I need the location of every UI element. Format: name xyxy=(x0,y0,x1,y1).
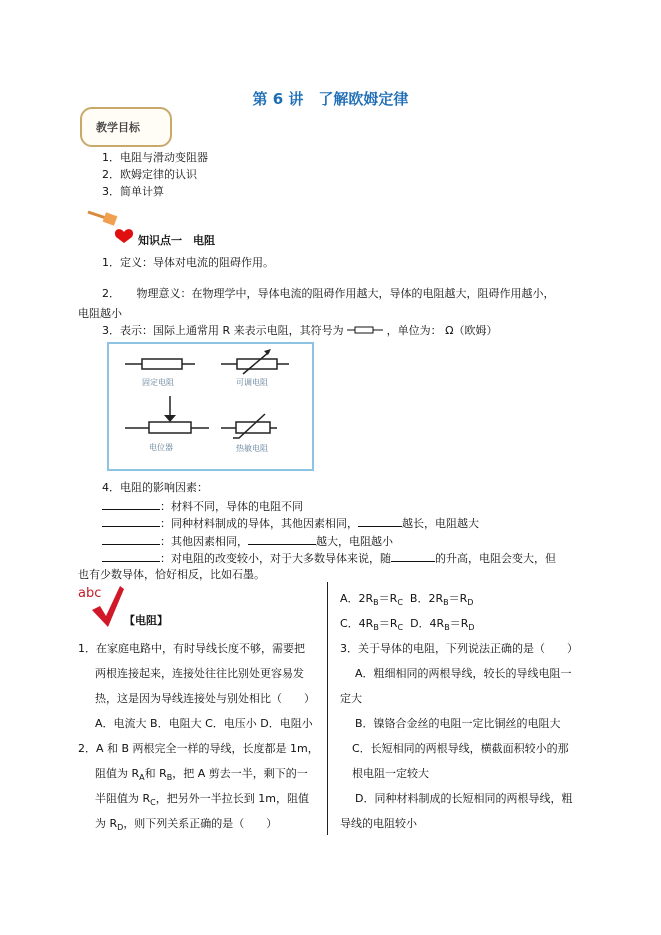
teaching-goals-badge xyxy=(80,107,172,147)
resistor-symbols-figure xyxy=(107,342,314,471)
question-2-text: 阻值为 $R_A$和 $R_B$，把 A 剪去一半，剩下的一 xyxy=(95,767,308,783)
caption-fixed-resistor: 固定电阻 xyxy=(142,378,174,387)
meaning-line: 电阻越小 xyxy=(78,307,122,320)
question-3-option: 根电阻一定较大 xyxy=(352,767,429,780)
caption-potentiometer: 电位器 xyxy=(149,443,173,452)
representation-line xyxy=(102,323,498,338)
question-2-text: 为 $R_D$，则下列关系正确的是（ ） xyxy=(95,817,278,833)
answer-blank[interactable] xyxy=(102,515,160,527)
question-2-options: A．$2R_B=R_C$ B．$2R_B=R_D$ xyxy=(340,592,474,608)
meaning-line: 2． 物理意义：在物理学中，导体电流的阻碍作用越大，导体的电阻越大，阻碍作用越小， xyxy=(102,287,555,300)
resistor-symbol-icon xyxy=(347,326,383,334)
answer-blank[interactable] xyxy=(102,550,160,562)
text: ：对电阻的改变较小，对于大多数导体来说，随 xyxy=(160,552,391,565)
question-3-option: B．镍铬合金丝的电阻一定比铜丝的电阻大 xyxy=(355,717,561,730)
column-divider xyxy=(327,582,328,835)
factor-line xyxy=(102,515,479,531)
exercise-heading: 【电阻】 xyxy=(124,614,168,627)
answer-blank[interactable] xyxy=(358,515,402,527)
question-3-option: D．同种材料制成的长短相同的两根导线，粗 xyxy=(355,792,573,805)
definition: 1．定义：导体对电流的阻碍作用。 xyxy=(102,256,274,269)
text: 越大，电阻越小 xyxy=(316,535,393,548)
answer-blank[interactable] xyxy=(102,498,160,510)
factors-title: 4．电阻的影响因素： xyxy=(102,481,208,494)
answer-blank[interactable] xyxy=(102,533,160,545)
caption-thermistor: 热敏电阻 xyxy=(236,444,268,453)
text: ：材料不同，导体的电阻不同 xyxy=(160,500,303,513)
answer-blank[interactable] xyxy=(391,550,435,562)
text: ，单位为： Ω（欧姆） xyxy=(386,324,498,337)
answer-blank[interactable] xyxy=(248,533,316,545)
question-1-options: A．电流大 B．电阻大 C．电压小 D．电阻小 xyxy=(95,717,313,730)
badge-label: 教学目标 xyxy=(96,121,140,134)
question-3-option: A．粗细相同的两根导线，较长的导线电阻一 xyxy=(355,667,572,680)
text: ：同种材料制成的导体，其他因素相同， xyxy=(160,517,358,530)
question-1-text: 两根连接起来，连接处往往比别处更容易发 xyxy=(95,667,304,680)
question-3-text: 3．关于导体的电阻，下列说法正确的是（ ） xyxy=(340,642,578,655)
factor-line: 也有少数导体，恰好相反，比如石墨。 xyxy=(78,568,265,581)
goal-item: 2．欧姆定律的认识 xyxy=(102,168,197,181)
factor-line xyxy=(102,550,556,566)
resistor-symbols-icon xyxy=(109,344,312,469)
key-heart-icon xyxy=(86,208,136,244)
caption-variable-resistor: 可调电阻 xyxy=(236,378,268,387)
question-3-option: 导线的电阻较小 xyxy=(340,817,417,830)
question-2-options: C．$4R_B=R_C$ D．$4R_B=R_D$ xyxy=(340,617,475,633)
text: 越长，电阻越大 xyxy=(402,517,479,530)
question-2-text: 2．A 和 B 两根完全一样的导线，长度都是 1m， xyxy=(78,742,319,755)
question-2-text: 半阻值为 $R_C$，把另外一半拉长到 1m，阻值 xyxy=(95,792,309,808)
text: 的升高，电阻会变大，但 xyxy=(435,552,556,565)
question-3-option: 定大 xyxy=(340,692,362,705)
factor-line xyxy=(102,533,393,549)
goal-item: 1．电阻与滑动变阻器 xyxy=(102,151,208,164)
abc-logo: abc xyxy=(78,586,102,601)
goal-item: 3．简单计算 xyxy=(102,185,164,198)
text: 3．表示：国际上通常用 R 来表示电阻，其符号为 xyxy=(102,324,344,337)
factor-line xyxy=(102,498,303,514)
checkmark-icon xyxy=(90,584,124,630)
section-heading: 知识点一 电阻 xyxy=(138,234,215,247)
page-title: 第 6 讲 了解欧姆定律 xyxy=(252,90,409,108)
question-1-text: 热，这是因为导线连接处与别处相比（ ） xyxy=(95,692,315,705)
question-3-option: C．长短相同的两根导线，横截面积较小的那 xyxy=(352,742,569,755)
question-1-text: 1．在家庭电路中，有时导线长度不够，需要把 xyxy=(78,642,305,655)
text: ：其他因素相同， xyxy=(160,535,248,548)
